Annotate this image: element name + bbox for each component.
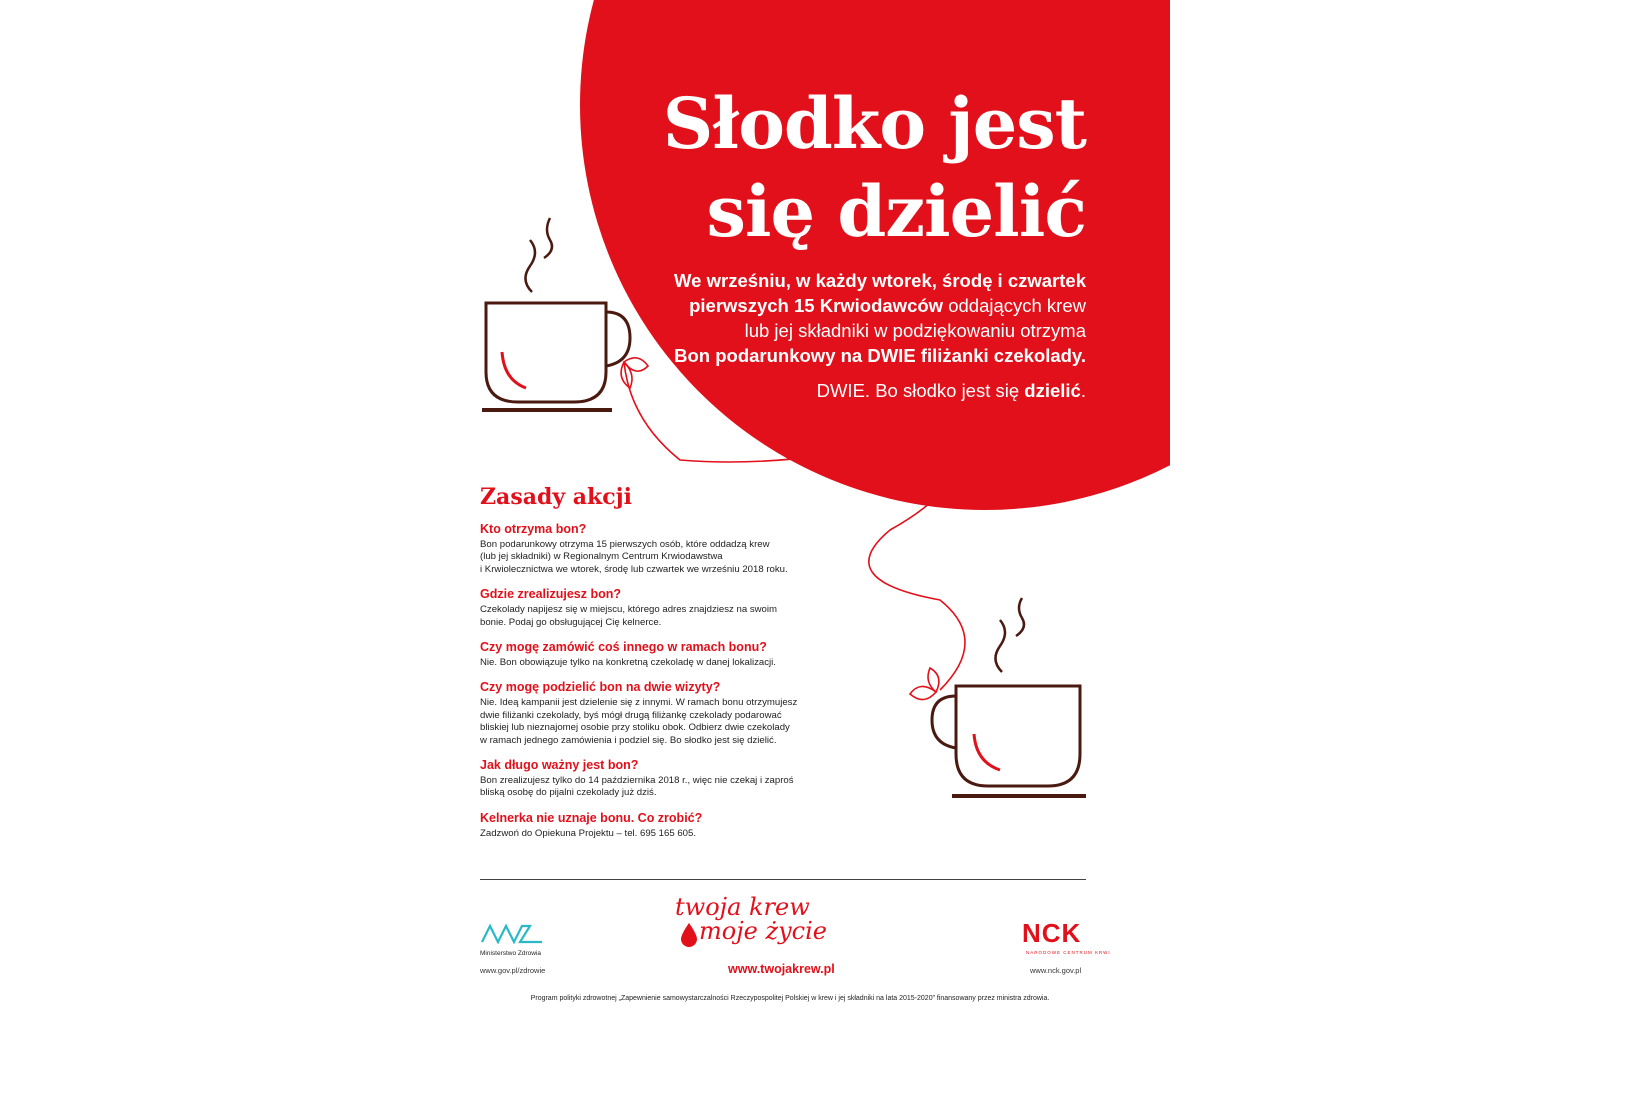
faq-question: Gdzie zrealizujesz bon?: [480, 587, 621, 602]
answer-line: bliskiej lub nieznajomej osobie przy stoliku obok. Odbierz dwie czekolady: [480, 722, 790, 734]
faq-question: Jak długo ważny jest bon?: [480, 758, 639, 773]
answer-line: dwie filiżanki czekolady, byś mógł drugą filiżankę czekolady podarować: [480, 709, 782, 721]
faq-question: Kto otrzyma bon?: [480, 522, 587, 536]
answer-line: i Krwiolecznictwa we wtorek, środę lub czwartek we wrześniu 2018 roku.: [480, 563, 788, 575]
faq-answer: [480, 828, 860, 840]
faq-item: [480, 587, 860, 629]
intro-text: [646, 268, 1086, 368]
faq-item: [480, 640, 860, 669]
faq-answer: [480, 657, 860, 669]
nck-logo-subtitle: NARODOWE CENTRUM KRWI: [1026, 950, 1111, 955]
rules-title: Zasady akcji: [480, 484, 632, 510]
answer-line: bonie. Podaj go obsługującej Cię kelnerce.: [480, 616, 662, 628]
answer-line: bliską osobę do pijalni czekolady już dziś.: [480, 787, 657, 799]
coffee-cup-icon: [482, 303, 630, 410]
answer-line: Nie. Bon obowiązuje tylko na konkretną czekoladę w danej lokalizacji.: [480, 657, 776, 669]
cup-shine: [502, 352, 526, 388]
answer-line: Bon zrealizujesz tylko do 14 października 2018 r., więc nie czekaj i zaproś: [480, 775, 794, 787]
tagline: [817, 380, 1086, 402]
intro-line-3: lub jej składniki w podziękowaniu otrzyma: [744, 320, 1086, 341]
nck-url[interactable]: www.nck.gov.pl: [1030, 966, 1082, 975]
faq-item: [480, 522, 860, 576]
intro-line-2-rest: oddających krew: [943, 295, 1086, 316]
answer-line: w ramach jednego zamówienia i podziel się. Bo słodko jest się dzielić.: [480, 734, 777, 746]
faq-question: Czy mogę zamówić coś innego w ramach bonu?: [480, 640, 767, 655]
headline: [663, 80, 1086, 256]
steam-icon: [525, 218, 552, 292]
coffee-cup-icon: [932, 686, 1086, 796]
ministry-url[interactable]: www.gov.pl/zdrowie: [480, 966, 546, 975]
answer-line: Bon podarunkowy otrzyma 15 pierwszych osób, które oddadzą krew: [480, 539, 770, 550]
faq-question: Czy mogę podzielić bon na dwie wizyty?: [480, 680, 721, 695]
answer-line: Zadzwoń do Opiekuna Projektu – tel. 695 165 605.: [480, 827, 697, 839]
answer-line: Nie. Ideą kampanii jest dzielenie się z innymi. W ramach bonu otrzymujesz: [480, 697, 798, 709]
faq-answer: [480, 539, 860, 576]
intro-line-2-bold: pierwszych 15 Krwiodawców: [689, 295, 944, 316]
program-footnote: Program polityki zdrowotnej „Zapewnienie samowystarczalności Rzeczypospolitej Polskiej w krew i jej składniki na lata 2015-2020” finansowany przez ministra zdrowia.: [530, 995, 1050, 1002]
faq-item: [480, 680, 860, 747]
intro-line-1: We wrześniu, w każdy wtorek, środę i czwartek: [674, 270, 1086, 291]
intro-line-4: Bon podarunkowy na DWIE filiżanki czekolady.: [674, 345, 1086, 366]
answer-line: Czekolady napijesz się w miejscu, którego adres znajdziesz na swoim: [480, 604, 778, 616]
faq-answer: [480, 604, 860, 629]
steam-icon: [995, 598, 1024, 672]
tagline-text: DWIE. Bo słodko jest się: [816, 380, 1025, 401]
cup-shine: [974, 734, 1000, 770]
slogan-line-1: twoja krew: [675, 893, 810, 921]
faq-item: [480, 758, 860, 800]
headline-line-2: się dzielić: [706, 170, 1086, 253]
ribbon-bow-icon: [910, 668, 939, 700]
faq-answer: [480, 697, 860, 747]
tagline-bold: dzielić: [1024, 380, 1081, 401]
nck-logo: NCK: [1022, 918, 1082, 948]
twojakrew-url[interactable]: www.twojakrew.pl: [728, 962, 835, 976]
poster: [470, 0, 1170, 1098]
faq-question: Kelnerka nie uznaje bonu. Co zrobić?: [480, 810, 703, 825]
slogan-line-2: moje życie: [699, 917, 828, 945]
footer-divider: [480, 879, 1086, 880]
answer-line: (lub jej składniki) w Regionalnym Centrum Krwiodawstwa: [480, 551, 723, 563]
ministry-logo-icon: [480, 922, 546, 944]
headline-line-1: Słodko jest: [662, 82, 1086, 165]
faq-item: [480, 811, 860, 840]
slogan-logo: [675, 895, 895, 943]
ministry-caption: Ministerstwo Zdrowia: [480, 950, 542, 957]
ministry-logo: [480, 922, 546, 957]
tagline-end: .: [1080, 380, 1086, 401]
faq-answer: [480, 775, 860, 800]
rules-section: [480, 484, 860, 851]
